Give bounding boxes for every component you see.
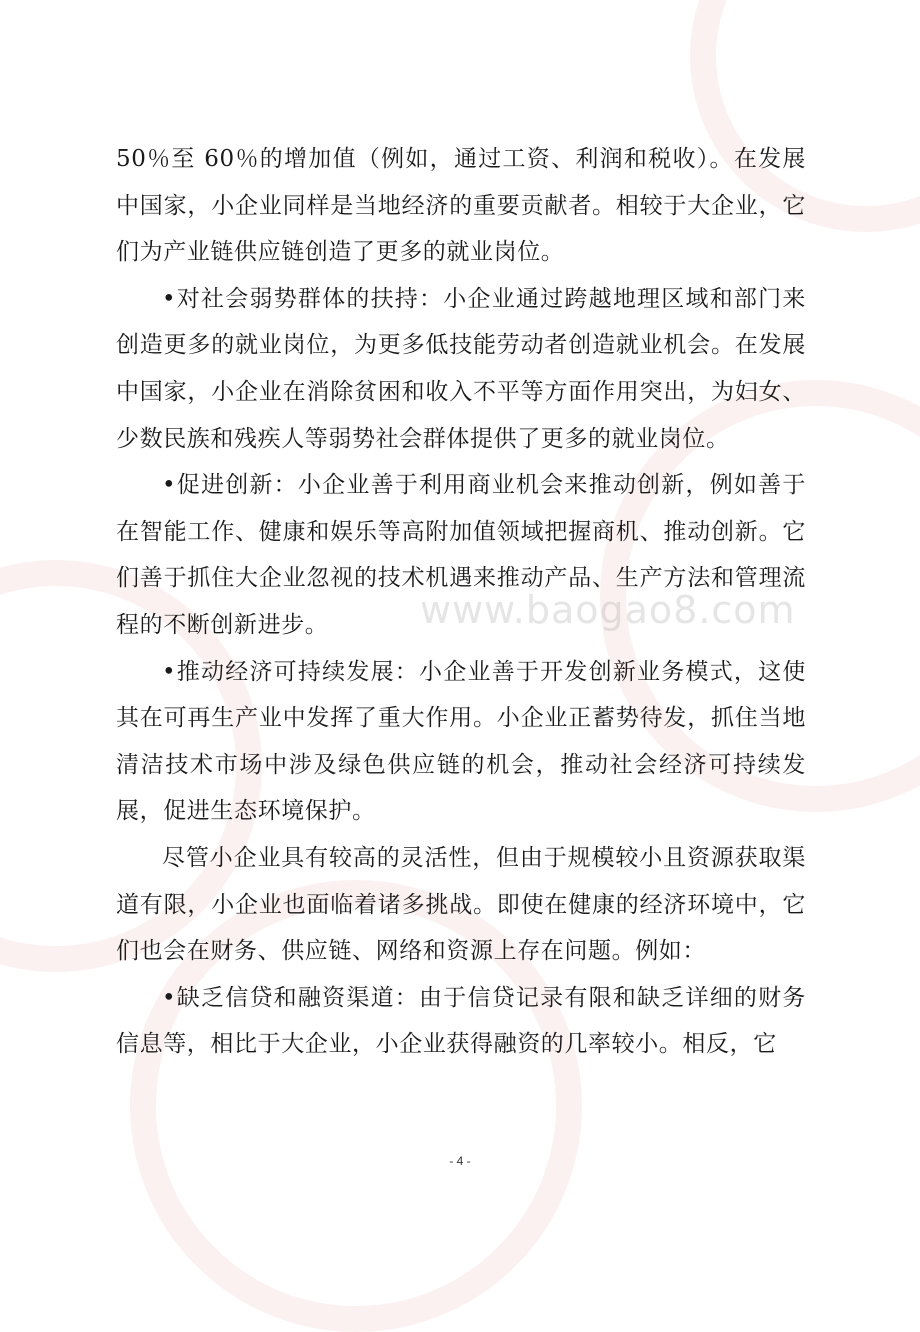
page-number: - 4 - [449, 1154, 471, 1168]
bullet-paragraph-credit: •缺乏信贷和融资渠道：由于信贷记录有限和缺乏详细的财务信息等，相比于大企业，小企业获得融资的几率较小。相反，它 [116, 984, 806, 1058]
watermark-url: www.baogao8.com [420, 588, 796, 632]
bullet-paragraph-sustainability: •推动经济可持续发展：小企业善于开发创新业务模式，这使其在可再生产业中发挥了重大作用。小企业正蓄势待发，抓住当地清洁技术市场中涉及绿色供应链的机会，推动社会经济可持续发展，促进生态环境保护。 [116, 658, 806, 825]
bullet-paragraph-innovation: •促进创新：小企业善于利用商业机会来推动创新，例如善于在智能工作、健康和娱乐等高附加值领域把握商机、推动创新。它们善于抓住大企业忽视的技术机遇来推动产品、生产方法和管理流程的不断创新进步。 [116, 472, 806, 638]
bullet-paragraph-vulnerable-groups: •对社会弱势群体的扶持：小企业通过跨越地理区域和部门来创造更多的就业岗位，为更多低技能劳动者创造就业机会。在发展中国家，小企业在消除贫困和收入不平等方面作用突出，为妇女、少数民族和残疾人等弱势社会群体提供了更多的就业岗位。 [116, 285, 806, 452]
document-body [116, 136, 806, 1068]
paragraph: 50％至 60％的增加值（例如，通过工资、利润和税收）。在发展中国家，小企业同样是当地经济的重要贡献者。相较于大企业，它们为产业链供应链创造了更多的就业岗位。 [116, 146, 806, 266]
paragraph-challenges: 尽管小企业具有较高的灵活性，但由于规模较小且资源获取渠道有限，小企业也面临着诸多挑战。即使在健康的经济环境中，它们也会在财务、供应链、网络和资源上存在问题。例如： [116, 844, 806, 965]
